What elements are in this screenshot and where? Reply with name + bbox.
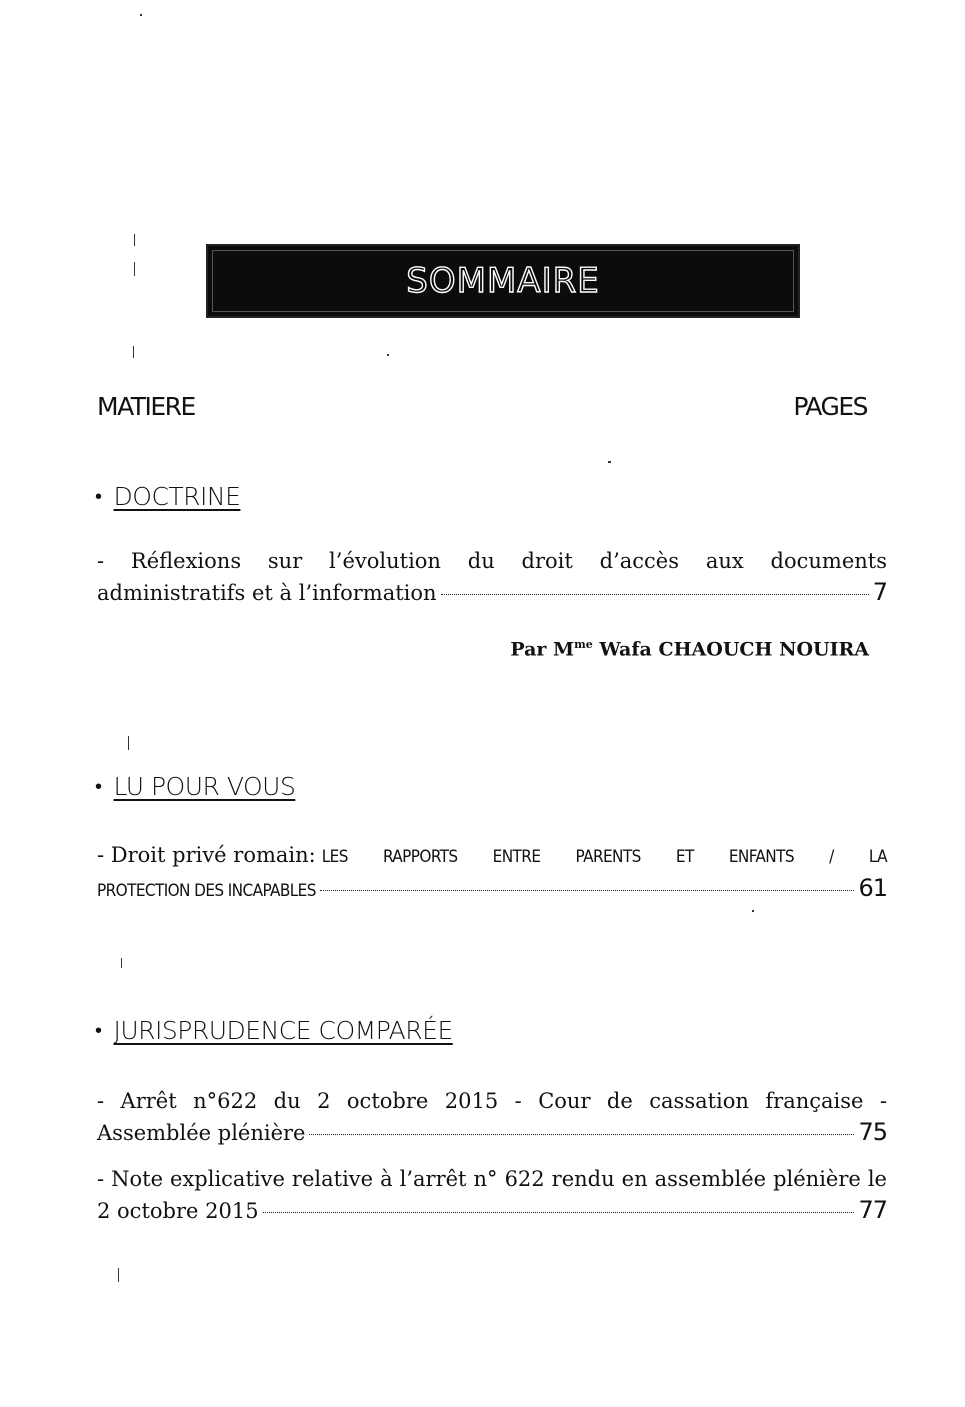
section-title: LU POUR VOUS bbox=[113, 772, 296, 801]
scan-speck bbox=[128, 736, 129, 750]
scan-speck bbox=[118, 1268, 119, 1282]
scan-speck bbox=[140, 14, 142, 16]
scan-speck bbox=[608, 461, 611, 463]
dot-leader bbox=[309, 1134, 854, 1135]
entry-title-line2: PROTECTION DES INCAPABLES bbox=[97, 881, 316, 901]
entry-title-line1: - Réflexions sur l’évolution du droit d’accès aux documents bbox=[97, 549, 887, 573]
section-title: JURISPRUDENCE COMPARÉE bbox=[113, 1016, 453, 1045]
page-number: 75 bbox=[858, 1118, 887, 1146]
sommaire-banner bbox=[206, 244, 800, 318]
page-number: 77 bbox=[858, 1196, 887, 1224]
bullet-icon: • bbox=[95, 484, 102, 508]
section-jurisprudence-comparee bbox=[95, 1016, 453, 1045]
author-credit bbox=[510, 638, 869, 660]
entry-title-line1: - Note explicative relative à l’arrêt n° 622 rendu en assemblée plénière le bbox=[97, 1167, 887, 1191]
column-header-pages: PAGES bbox=[793, 392, 867, 421]
scan-speck bbox=[134, 262, 135, 276]
entry-title-line2: administratifs et à l’information bbox=[97, 581, 437, 605]
page-number: 7 bbox=[872, 578, 887, 606]
dot-leader bbox=[263, 1212, 855, 1213]
scan-speck bbox=[134, 234, 135, 246]
section-lu-pour-vous bbox=[95, 772, 295, 801]
author-title-sup: me bbox=[574, 638, 593, 651]
toc-entry[interactable] bbox=[97, 1164, 887, 1227]
bullet-icon: • bbox=[95, 1018, 102, 1042]
toc-entry[interactable] bbox=[97, 840, 887, 907]
entry-title-line2: Assemblée plénière bbox=[97, 1121, 306, 1145]
page-title: SOMMAIRE bbox=[406, 261, 600, 301]
entry-title-lead: - Droit privé romain: bbox=[97, 843, 316, 867]
column-header-matiere: MATIERE bbox=[97, 392, 195, 421]
section-title: DOCTRINE bbox=[113, 482, 241, 511]
section-doctrine bbox=[95, 482, 240, 511]
scan-speck bbox=[752, 910, 754, 912]
toc-entry[interactable] bbox=[97, 1086, 887, 1149]
entry-title-caps: LES RAPPORTS ENTRE PARENTS ET ENFANTS / LA bbox=[321, 847, 887, 867]
author-prefix: Par M bbox=[510, 638, 575, 661]
entry-title-line2: 2 octobre 2015 bbox=[97, 1199, 259, 1223]
bullet-icon: • bbox=[95, 774, 102, 798]
page-number: 61 bbox=[858, 874, 887, 902]
dot-leader bbox=[320, 890, 855, 891]
author-name: Wafa CHAOUCH NOUIRA bbox=[599, 638, 869, 661]
toc-entry[interactable] bbox=[97, 546, 887, 609]
scan-speck bbox=[387, 354, 389, 356]
entry-title-line1: - Arrêt n°622 du 2 octobre 2015 - Cour de cassation française - bbox=[97, 1089, 887, 1113]
scan-speck bbox=[133, 346, 134, 358]
scan-speck bbox=[121, 958, 122, 968]
dot-leader bbox=[441, 594, 869, 595]
